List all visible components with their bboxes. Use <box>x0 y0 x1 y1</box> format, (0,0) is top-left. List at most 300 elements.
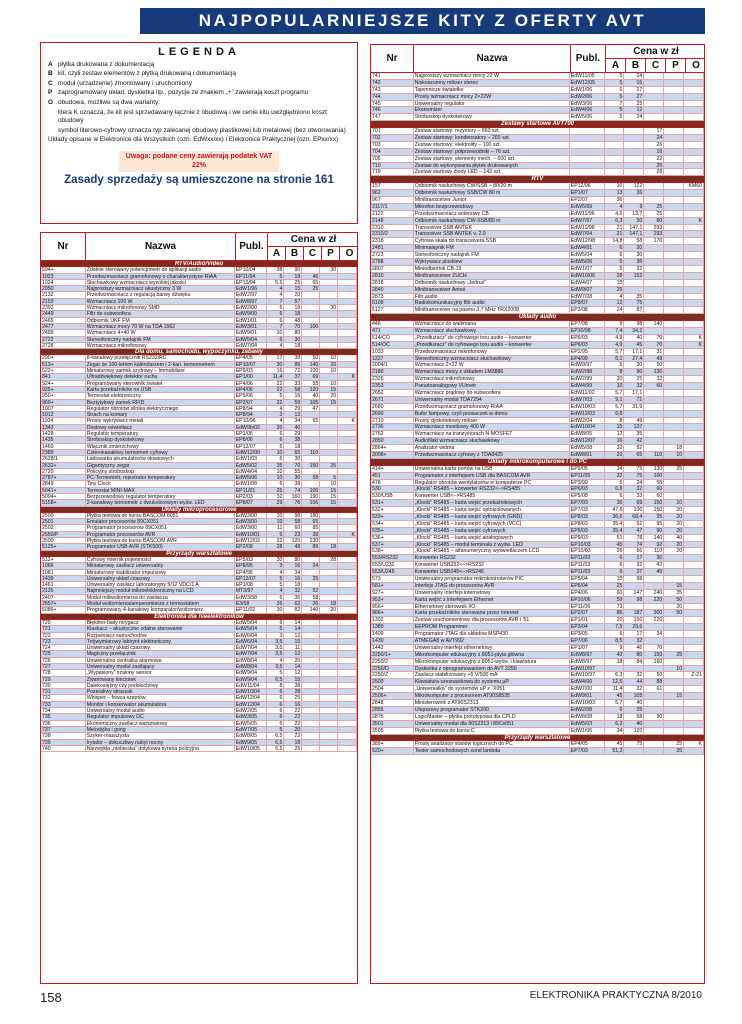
cell-name: Klawiatura szesnastkowa do systemu μP <box>414 679 570 685</box>
legend-text: kit, czyli zestaw elementów z płytką drukowaną i dokumentacją <box>58 70 236 78</box>
cell-nr: 733 <box>41 702 86 707</box>
table-row <box>371 80 704 87</box>
cell-o <box>338 601 357 606</box>
cell-o <box>338 292 357 297</box>
col-publ: Publ. <box>236 233 268 260</box>
table-row <box>371 231 704 238</box>
legend-key: P <box>48 89 53 97</box>
cell-nr: 1024 <box>41 280 86 285</box>
cell-publ: EP4/05 <box>235 355 267 360</box>
cell-name: Transceiver SSB ANTEK v. 2.0 <box>414 231 570 237</box>
cell-p: 10 <box>664 452 684 458</box>
table-row <box>371 356 704 363</box>
cell-a: 20 <box>605 376 625 382</box>
cell-publ: EdW1/08 <box>235 481 267 486</box>
cell-nr: 702 <box>371 135 414 141</box>
cell-b: 17 <box>624 87 644 93</box>
table-row <box>371 728 704 735</box>
table-row <box>371 507 704 514</box>
cell-name: Zestaw startowy: elektrolity – 100 szt. <box>414 142 570 148</box>
cell-publ: EdW2/00 <box>235 305 267 310</box>
cell-publ: EP10/03 <box>570 542 605 548</box>
table-row <box>371 748 704 755</box>
cell-publ: EP8/95 <box>235 563 267 568</box>
cell-a: 8 <box>605 369 625 375</box>
legend-key: A <box>48 60 53 68</box>
cell-a <box>605 163 625 169</box>
cell-a: 5 <box>267 576 285 581</box>
cell-name: Konwerter USB<–>RS485 <box>414 493 570 499</box>
cell-p: 15 <box>664 693 684 699</box>
cell-c: 100 <box>302 324 320 329</box>
cell-a: 4 <box>605 204 625 210</box>
cell-name: Cyfrowa skala do transceivera SSB <box>414 238 570 244</box>
cell-a: 43 <box>605 652 625 658</box>
cell-name: Dalekosiężny czy podsłuchowy <box>86 683 235 688</box>
cell-p: 10 <box>664 666 684 672</box>
cell-c <box>302 620 320 625</box>
cell-o <box>684 535 704 541</box>
cell-publ: EdW5/04 <box>235 626 267 631</box>
cell-a <box>605 169 625 175</box>
cell-b: 18 <box>284 343 302 348</box>
cell-o <box>338 740 357 745</box>
cell-nr: 1012 <box>41 412 86 417</box>
table-row <box>371 369 704 376</box>
cell-o <box>684 707 704 713</box>
cell-c: 25 <box>644 204 664 210</box>
cell-a: 4,9 <box>605 335 625 341</box>
cell-name: Zestaw uruchomieniowy dla procesorów AVR i '51 <box>414 617 570 623</box>
cell-p <box>664 300 684 306</box>
cell-nr: 731 <box>41 689 86 694</box>
cell-nr: 726 <box>41 658 86 663</box>
cell-a: 32 <box>267 538 285 543</box>
cell-a <box>605 666 625 672</box>
table-row <box>371 135 704 142</box>
cell-publ: EdW4/04 <box>235 469 267 474</box>
cell-name: 2-kanałowy termometr z dwukolorowym wyśw. LED <box>86 500 235 505</box>
cell-name: Miniltransceiver Antoś <box>414 287 570 293</box>
cell-nr: 532+ <box>371 507 414 513</box>
cell-c <box>644 266 664 272</box>
cell-b: 30 <box>284 456 302 461</box>
cell-p: 20 <box>664 604 684 610</box>
cell-name: Czterokanałowy termometr cyfrowy <box>86 450 235 455</box>
cell-name: Błękitno-biały mrygacz <box>86 620 235 625</box>
cell-o <box>338 318 357 323</box>
cell-a: 7 <box>605 101 625 107</box>
cell-nr: 2392 <box>41 305 86 310</box>
cell-nr: 2710 <box>371 418 414 424</box>
cell-name: Zasilacz stabilizowany +5 V/500 mA <box>414 672 570 678</box>
cell-o <box>684 328 704 334</box>
cell-publ: EdW5/06 <box>570 114 605 120</box>
cell-b: 30 <box>284 337 302 342</box>
cell-a: 5 <box>605 362 625 368</box>
cell-name: Klaskacz – akustyczne zdalne sterowanie <box>86 626 235 631</box>
cell-a: 10 <box>267 519 285 524</box>
cell-a: 28 <box>267 544 285 549</box>
cell-c: 55 <box>644 480 664 486</box>
cell-a: 6 <box>605 707 625 713</box>
table-row <box>371 218 704 225</box>
cell-name: Uniwersalna centralka alarmowa <box>86 658 235 663</box>
cell-b: 122 <box>624 183 644 189</box>
cell-p <box>320 651 338 656</box>
cell-a: 10 <box>605 383 625 389</box>
cell-publ: EdW9/07 <box>570 287 605 293</box>
cell-publ: EP10/94 <box>235 280 267 285</box>
cell-name: Wzmacniacz 2×22 W <box>414 362 570 368</box>
cell-a: 6 <box>267 714 285 719</box>
cell-o <box>338 456 357 461</box>
cell-b: 18 <box>284 740 302 745</box>
cell-publ: EP6/04 <box>570 583 605 589</box>
cell-nr: 2326 <box>371 376 414 382</box>
cell-o <box>338 368 357 373</box>
cell-nr: 2840 <box>371 287 414 293</box>
cell-b: 15 <box>284 639 302 644</box>
cell-name: EEPROM Programmer <box>414 624 570 630</box>
cell-o <box>684 369 704 375</box>
cell-p <box>320 588 338 593</box>
cell-a <box>605 135 625 141</box>
table-row <box>371 362 704 369</box>
cell-o: K <box>684 218 704 224</box>
cell-b: 44 <box>624 679 644 685</box>
cell-nr: 2500 <box>41 513 86 518</box>
cell-c: 105 <box>302 400 320 405</box>
legend-text: płytka drukowana z dokumentacją <box>58 60 155 68</box>
cell-c: 65 <box>302 418 320 423</box>
cell-p <box>664 101 684 107</box>
cell-publ: EdW11/96 <box>570 211 605 217</box>
section-header: Przyrządy warsztatowe <box>371 735 704 742</box>
cell-name: Irytator – dokuczliwy nabyt nocny <box>86 740 235 745</box>
cell-a: 25 <box>605 583 625 589</box>
cell-nr: 1081 <box>41 570 86 575</box>
cell-c: 32 <box>644 376 664 382</box>
cell-p <box>320 525 338 530</box>
cell-publ: EdW10/06 <box>570 273 605 279</box>
cell-b: 27,4 <box>624 356 644 362</box>
cell-b: 58 <box>624 714 644 720</box>
cell-c <box>644 431 664 437</box>
cell-o <box>338 393 357 398</box>
cell-nr: 2477 <box>41 324 86 329</box>
cell-o <box>684 431 704 437</box>
cell-b: 147 <box>624 590 644 596</box>
cell-publ: EdW11/04 <box>235 683 267 688</box>
cell-p: 18 <box>320 544 338 549</box>
cell-a: 6 <box>267 532 285 537</box>
cell-c <box>644 438 664 444</box>
cell-c: 220 <box>644 597 664 603</box>
cell-nr: 925+ <box>41 387 86 392</box>
cell-o <box>338 557 357 562</box>
cell-publ: EP7/03 <box>570 507 605 513</box>
cell-o <box>338 387 357 392</box>
cell-publ: EdW4/07 <box>570 280 605 286</box>
section-header: Dla domu, samochodu, wypoczynku, zabawy <box>41 349 357 355</box>
cell-nr: 290+ <box>41 355 86 360</box>
cell-c: 110 <box>302 450 320 455</box>
cell-o <box>338 607 357 612</box>
cell-b: 32 <box>624 638 644 644</box>
cell-p: 20 <box>664 514 684 520</box>
cell-b: 58 <box>284 519 302 524</box>
cell-a: 24 <box>605 307 625 313</box>
cell-c <box>644 280 664 286</box>
cell-o <box>338 355 357 360</box>
cell-p: 15 <box>320 500 338 505</box>
cell-name: Wykrywacz pluskiew <box>414 259 570 265</box>
cell-a: 16 <box>267 368 285 373</box>
cell-nr: 2807 <box>371 266 414 272</box>
cell-p: 25 <box>664 741 684 747</box>
cell-publ: EdW2/05 <box>235 708 267 713</box>
cell-nr: 2875 <box>371 714 414 720</box>
cell-publ: EP4/99 <box>570 356 605 362</box>
cell-p <box>320 620 338 625</box>
cell-b: 62 <box>284 601 302 606</box>
col-b: B <box>626 59 646 72</box>
cell-c <box>644 101 664 107</box>
cell-b: 20 <box>624 245 644 251</box>
cell-p <box>664 638 684 644</box>
cell-nr: 514/OC <box>371 342 414 348</box>
cell-publ: EdW8/08 <box>570 714 605 720</box>
cell-publ: EdW7/05 <box>235 727 267 732</box>
cell-publ <box>570 163 605 169</box>
cell-a: 6 <box>267 702 285 707</box>
cell-name: Wzmacniacz mikrofonowy <box>86 343 235 348</box>
cell-publ: EP5/08 <box>570 493 605 499</box>
cell-nr: 969+ <box>41 400 86 405</box>
cell-c <box>644 693 664 699</box>
cell-name: Tester samochodowych sond lambda <box>414 748 570 754</box>
cell-name: Programator procesorów AVR <box>86 532 235 537</box>
cell-o <box>338 406 357 411</box>
cell-name: Gigantyczny zegar <box>86 463 235 468</box>
cell-o <box>338 337 357 342</box>
cell-c: 60 <box>644 486 664 492</box>
cell-o <box>684 576 704 582</box>
cell-b: 69 <box>624 500 644 506</box>
cell-name: Mikrokomputer z procesorem AT90S8535 <box>414 693 570 699</box>
cell-nr: 701 <box>371 128 414 134</box>
cell-a: 3,5 <box>267 651 285 656</box>
cell-name: Strach na komary <box>86 412 235 417</box>
cell-name: Filtr audio <box>414 294 570 300</box>
cell-publ: EdW3/98 <box>235 595 267 600</box>
cell-publ: EdW2/04 <box>570 418 605 424</box>
cell-p: 10 <box>320 355 338 360</box>
cell-publ: EP4/96 <box>235 570 267 575</box>
cell-p: 25 <box>320 463 338 468</box>
cell-b: 32 <box>624 266 644 272</box>
cell-a: 51,3 <box>605 748 625 754</box>
cell-c: 150 <box>644 507 664 513</box>
cell-b: 75 <box>624 300 644 306</box>
cell-a: 4 <box>267 570 285 575</box>
cell-p <box>664 431 684 437</box>
cell-o <box>684 486 704 492</box>
cell-publ: EP1/01 <box>570 617 605 623</box>
cell-b: 45 <box>624 342 644 348</box>
cell-nr: 2180 <box>371 369 414 375</box>
cell-publ: EP2/07 <box>570 610 605 616</box>
cell-p <box>664 404 684 410</box>
cell-o <box>684 397 704 403</box>
cell-a: 26 <box>605 548 625 554</box>
legend-box <box>40 42 358 224</box>
cell-nr: 2310/2 <box>371 231 414 237</box>
cell-name: Zdalnie sterowany potencjometr do aplikacji audio <box>86 267 235 272</box>
cell-nr: 5127 <box>371 307 414 313</box>
cell-a: 5 <box>267 444 285 449</box>
table-row <box>371 404 704 411</box>
col-a: A <box>268 247 286 260</box>
cell-nr: 735 <box>41 714 86 719</box>
cell-a: 6,1 <box>605 356 625 362</box>
cell-name: Prosty dyskotekowy mikser <box>414 418 570 424</box>
cell-publ: EdW12/04 <box>235 702 267 707</box>
cell-name: Programowany 4-kanałowy komparator/woltomierz <box>86 607 235 612</box>
cell-p <box>664 707 684 713</box>
cell-publ: EdW5/08 <box>570 445 605 451</box>
cell-c: 150 <box>302 463 320 468</box>
cell-name: Wzmacniacz do walkmana <box>414 321 570 327</box>
cell-publ: EP10/98 <box>570 328 605 334</box>
cell-p <box>664 659 684 665</box>
cell-a: 5,7 <box>605 390 625 396</box>
cell-nr: 5086+ <box>41 607 86 612</box>
table-row <box>371 418 704 425</box>
cell-b: 29 <box>284 406 302 411</box>
cell-nr: 5125+ <box>41 544 86 549</box>
cell-nr: 729 <box>41 677 86 682</box>
cell-a: 6,3 <box>605 672 625 678</box>
cell-p <box>664 700 684 706</box>
cell-nr: 841 <box>41 374 86 379</box>
cell-p: 10 <box>320 481 338 486</box>
cell-a: 6,3 <box>605 218 625 224</box>
cell-o <box>338 431 357 436</box>
kits-table-right <box>370 44 705 984</box>
cell-p: 20 <box>664 507 684 513</box>
cell-name: LogicMaster – płytka prototypowa dla CPLD <box>414 714 570 720</box>
cell-o <box>684 101 704 107</box>
cell-o <box>684 693 704 699</box>
cell-p <box>664 183 684 189</box>
cell-nr: 157 <box>371 183 414 189</box>
cell-name: Przedwzmacniacz antenowy CB <box>414 211 570 217</box>
cell-name: Konwerter USB232<–>RS232 <box>414 562 570 568</box>
cell-publ: EdW1/03 <box>235 456 267 461</box>
cell-o <box>684 163 704 169</box>
table-row <box>371 576 704 583</box>
cell-b: 13 <box>284 412 302 417</box>
cell-p <box>320 286 338 291</box>
table-row <box>371 259 704 266</box>
cell-o <box>684 294 704 300</box>
cell-p: 15 <box>320 488 338 493</box>
cell-p <box>664 569 684 575</box>
cell-o <box>338 576 357 581</box>
cell-publ: EdW3/00 <box>235 525 267 530</box>
cell-b: 24 <box>624 114 644 120</box>
cell-a: 73 <box>605 604 625 610</box>
cell-p: 18 <box>664 445 684 451</box>
cell-publ: EP3/99 <box>570 480 605 486</box>
legend-key: O <box>48 98 53 106</box>
cell-b <box>624 666 644 672</box>
cell-nr: 2723 <box>371 252 414 258</box>
cell-o <box>338 582 357 587</box>
cell-name: Prosty wykrywacz metali <box>86 418 235 423</box>
cell-b: 40 <box>624 721 644 727</box>
table-row <box>371 114 704 121</box>
cell-c <box>302 658 320 663</box>
cell-p: 20 <box>320 393 338 398</box>
table-row <box>371 666 704 673</box>
table-row <box>371 266 704 273</box>
cell-o <box>338 425 357 430</box>
cell-p <box>664 73 684 79</box>
cell-c: 100 <box>644 473 664 479</box>
cell-name: Słuchawkowy wzmacniacz wysokiej jakości <box>86 280 235 285</box>
table-row <box>371 280 704 287</box>
cell-b: 38 <box>284 437 302 442</box>
cell-b: 40 <box>624 700 644 706</box>
cell-c: 120 <box>302 387 320 392</box>
cell-p <box>664 624 684 630</box>
cell-c <box>302 733 320 738</box>
cell-b: 28 <box>284 689 302 694</box>
cell-nr: 727 <box>41 664 86 669</box>
section-header: Przyrządy warsztatowe <box>41 551 357 557</box>
cell-a: 6 <box>267 456 285 461</box>
cell-a: 4 <box>267 406 285 411</box>
table-row <box>371 149 704 156</box>
cell-b: 9 <box>624 204 644 210</box>
cell-c: 58 <box>302 475 320 480</box>
cell-o <box>684 548 704 554</box>
cell-o <box>338 689 357 694</box>
cell-publ: EP2/95 <box>570 349 605 355</box>
cell-name: „Klocki” RS485 – karta wejść cyfrowych (VCC) <box>414 521 570 527</box>
cell-c <box>644 604 664 610</box>
legend-item <box>48 99 350 108</box>
cell-name: Wzmacniacz prądowy do subwoofera <box>414 390 570 396</box>
cell-a: 51 <box>605 535 625 541</box>
cell-a <box>605 128 625 134</box>
cell-p <box>664 231 684 237</box>
magazine-issue: ELEKTRONIKA PRAKTYCZNA 8/2010 <box>529 990 702 1001</box>
cell-a: 21 <box>605 231 625 237</box>
cell-o <box>684 142 704 148</box>
cell-name: Ultradźwiękowy detektor ruchu <box>86 374 235 379</box>
cell-o <box>684 728 704 734</box>
cell-c: 16 <box>644 149 664 155</box>
cell-nr: 2850 <box>371 438 414 444</box>
cell-o <box>338 475 357 480</box>
cell-o <box>338 450 357 455</box>
cell-b: 33 <box>624 493 644 499</box>
cell-c <box>644 183 664 189</box>
